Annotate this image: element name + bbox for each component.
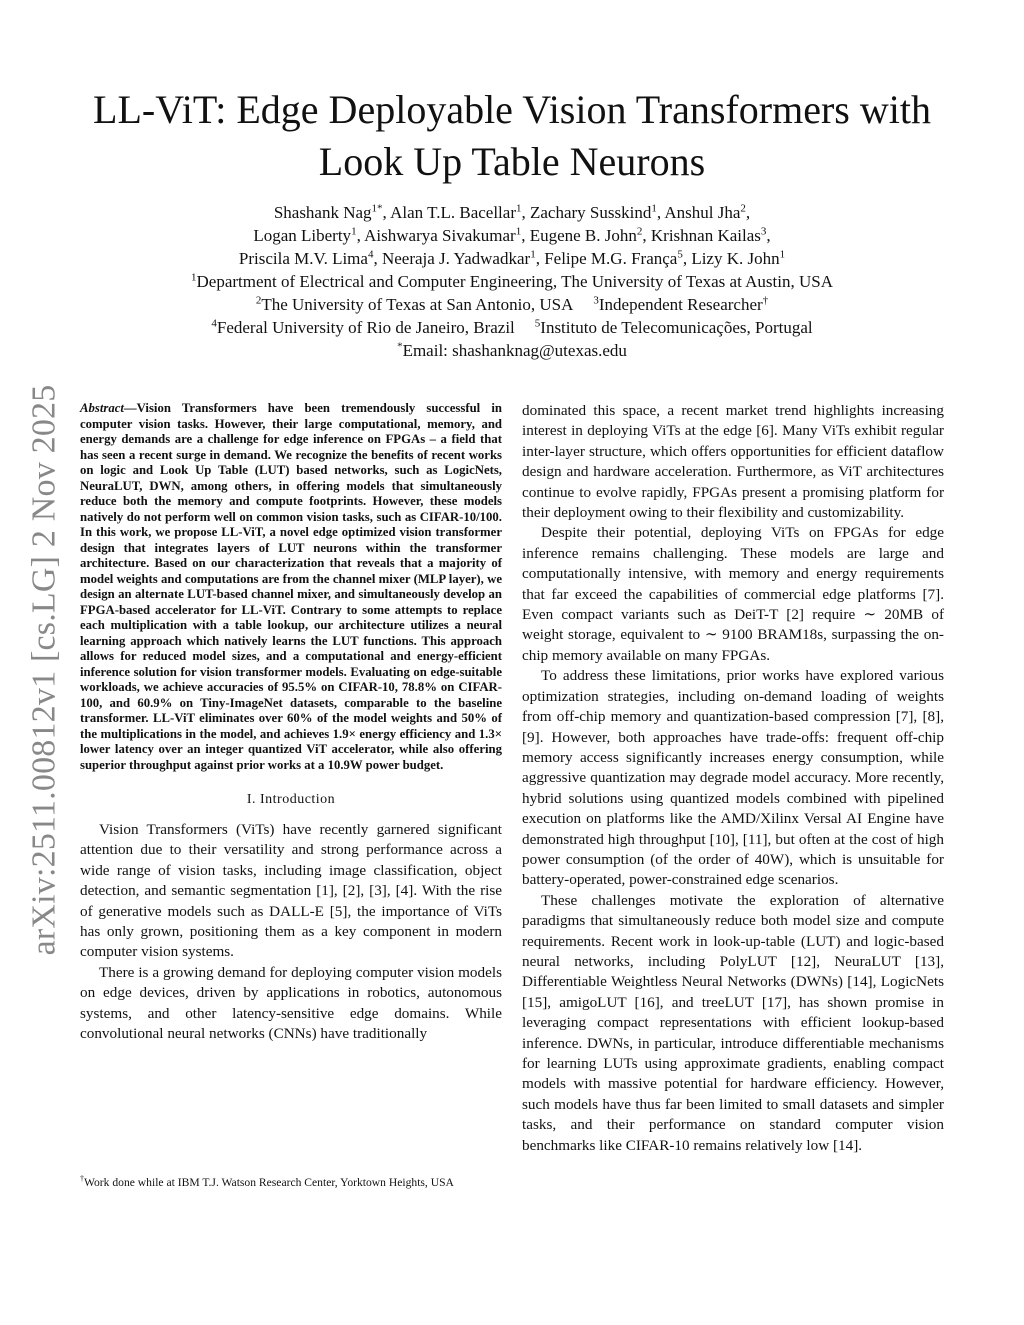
affiliation-number: 5 [534, 317, 541, 330]
author-separator: , [382, 203, 391, 222]
author-block [60, 201, 964, 362]
author-name: Logan Liberty [253, 226, 352, 245]
author-line-3 [60, 247, 964, 270]
author-separator: , [642, 226, 651, 245]
body-paragraph: dominated this space, a recent market trend highlights increasing interest in deploying ViTs at the edge [6]. Many ViTs exhibit regular inter-layer structure, which offers opportunities for efficient dataflow design and hardware acceleration. Furthermore, as ViT architectures continue to evolve rapidly, FPGAs present a promising platform for their deployment owing to their flexibility and customizability. [522, 402, 944, 522]
contact-email-line [60, 339, 964, 362]
affiliation-name: The University of Texas at San Antonio, USA [261, 295, 574, 314]
affiliation-line-3 [60, 316, 964, 339]
author-affiliation-mark: 1 [515, 225, 522, 238]
affiliation-name: Instituto de Telecomunicações, Portugal [540, 318, 813, 337]
arxiv-identifier-stamp [22, 376, 66, 964]
author-separator: , [656, 203, 665, 222]
affiliation-name: Federal University of Rio de Janeiro, Brazil [216, 318, 515, 337]
email-mark: * [397, 340, 403, 353]
author-name: Anshul Jha [664, 203, 741, 222]
affiliation-number: 3 [593, 294, 599, 307]
paper-title-line-2: Look Up Table Neurons [318, 139, 706, 184]
abstract-text: Vision Transformers have been tremendously successful in computer vision tasks. However, their large computational, memory, and energy demands are a challenge for edge inference on FPGAs – a field that has seen a recent surge in demand. We recognize the benefits of recent works on logic and Look Up Table (LUT) based networks, such as LogicNets, NeuraLUT, DWN, among others, in offering models that simultaneously reduce both the memory and compute footprints. However, these models natively do not perform well on common vision tasks, such as CIFAR-10/100. In this work, we propose LL-ViT, a novel edge optimized vision transformer design that integrates layers of LUT neurons within the transformer architecture. Based on our characterization that reveals that a majority of model weights and computations are from the channel mixer (MLP layer), we design an alternate LUT-based channel mixer, and simultaneously develop an FPGA-based accelerator for LL-ViT. Contrary to some attempts to replace each multiplication with a table lookup, our architecture utilizes a neural learning approach which natively learns the LUT functions. This approach allows for reduced model sizes, and a computational and energy-efficient inference solution for vision transformer models. Evaluating on edge-suitable workloads, we achieve accuracies of 95.5% on CIFAR-10, 78.8% on CIFAR-100, and 60.9% on Tiny-ImageNet datasets, comparable to the baseline transformer. LL-ViT eliminates over 60% of the model weights and 50% of the multiplications in the model, and achieves 1.9× energy efficiency and 1.3× lower latency over an integer quantized ViT accelerator, while also offering superior throughput against prior works at a 10.9W power budget. [80, 401, 502, 772]
paper-title-line-1: LL-ViT: Edge Deployable Vision Transformers with [93, 87, 931, 132]
author-line-1 [60, 201, 964, 224]
arxiv-identifier-text: arXiv:2511.00812v1 [cs.LG] 2 Nov 2025 [25, 384, 62, 956]
affiliation-name: Department of Electrical and Computer Engineering, The University of Texas at Austin, USA [196, 272, 833, 291]
author-name: Priscila M.V. Lima [238, 249, 368, 268]
abstract [80, 401, 502, 773]
section-heading-introduction: I. Introduction [246, 792, 336, 807]
footnote [80, 1171, 502, 1190]
author-separator: , [682, 249, 692, 268]
author-affiliation-mark: 1 [779, 248, 786, 261]
author-separator: , [373, 249, 382, 268]
body-paragraph: These challenges motivate the exploration of alternative paradigms that simultaneously reduce both model size and compute requirements. Recent work in look-up-table (LUT) and logic-based neural networks, including PolyLUT [12], NeuraLUT [13], Differentiable Weightless Neural Networks (DWNs) [14], LogicNets [15], amigoLUT [16], and treeLUT [17], has shown promise in leveraging compact representations with efficient lookup-based inference. DWNs, in particular, introduce differentiable mechanisms for learning LUTs using approximate gradients, enabling compact models with massive potential for hardware efficiency. However, such models have thus far been limited to small datasets and simpler tasks, and their performance on standard computer vision benchmarks like CIFAR-10 remains relatively low [14]. [522, 891, 944, 1154]
author-name: Alan T.L. Bacellar [390, 203, 516, 222]
affiliation-number: 1 [191, 271, 197, 284]
author-affiliation-mark: 1 [351, 225, 357, 238]
contact-email: Email: shashanknag@utexas.edu [402, 341, 627, 360]
body-paragraph: Vision Transformers (ViTs) have recently garnered significant attention due to their versatility and strong performance across a wide range of vision tasks, including image classification, object detection, and semantic segmentation [1], [2], [3], [4]. With the rise of generative models such as DALL-E [5], the importance of ViTs has only grown, positioning them as a key component in modern computer vision systems. [80, 821, 502, 961]
author-separator: , [356, 226, 365, 245]
footnote-mark: † [80, 1174, 84, 1183]
author-name: Eugene B. John [529, 226, 637, 245]
body-paragraph: There is a growing demand for deploying computer vision models on edge devices, driven by applications in robotics, autonomous systems, and other latency-sensitive edge domains. While convolutional neural networks (CNNs) have traditionally [80, 963, 502, 1043]
right-column [522, 401, 944, 1156]
paper-title [60, 84, 964, 188]
affiliation-line-1 [60, 270, 964, 293]
author-separator: , [766, 226, 771, 245]
author-name: Felipe M.G. França [544, 249, 678, 268]
author-affiliation-mark: 2 [740, 202, 746, 215]
author-affiliation-mark: 3 [760, 225, 767, 238]
affiliation-line-2 [60, 293, 964, 316]
author-name: Neeraja J. Yadwadkar [381, 249, 531, 268]
abstract-label: Abstract [80, 401, 124, 415]
author-separator: , [745, 203, 751, 222]
author-name: Krishnan Kailas [650, 226, 761, 245]
author-name: Lizy K. John [691, 249, 780, 268]
author-separator: , [521, 203, 530, 222]
author-affiliation-mark: 1 [515, 202, 522, 215]
author-name: Aishwarya Sivakumar [364, 226, 516, 245]
footnote-mark: † [762, 294, 769, 307]
author-affiliation-mark: 5 [677, 248, 683, 261]
left-column [80, 401, 502, 1044]
author-name: Shashank Nag [273, 203, 372, 222]
affiliation-name: Independent Researcher [598, 295, 763, 314]
footnote-text: Work done while at IBM T.J. Watson Research Center, Yorktown Heights, USA [84, 1175, 454, 1189]
author-affiliation-mark: 4 [367, 248, 374, 261]
affiliation-number: 2 [255, 294, 262, 307]
author-separator: , [521, 226, 530, 245]
body-paragraph: Despite their potential, deploying ViTs on FPGAs for edge inference remains challenging. These models are large and computationally intensive, with memory and energy requirements that far exceed the capabilities of commercial edge platforms [7]. Even compact variants such as DeiT-T [2] require ∼ 20MB of weight storage, equivalent to ∼ 9100 BRAM18s, surpassing the on-chip memory available on many FPGAs. [522, 524, 944, 664]
author-name: Zachary Susskind [529, 203, 652, 222]
abstract-dash: — [123, 401, 137, 415]
author-affiliation-mark: 1 [651, 202, 657, 215]
affiliation-number: 4 [211, 317, 217, 330]
author-affiliation-mark: 1* [371, 202, 383, 215]
author-line-2 [60, 224, 964, 247]
body-paragraph: To address these limitations, prior works have explored various optimization strategies, including on-demand loading of weights from off-chip memory and quantization-based compression [7], [8], [9]. However, both approaches have trade-offs: frequent off-chip memory access significantly increases energy consumption, while aggressive quantization may degrade model accuracy. More recently, hybrid solutions using quantized models combined with pipelined execution on platforms like the AMD/Xilinx Versal AI Engine have demonstrated high throughput [10], [11], but often at the cost of high power consumption (of the order of 40W), which is unsuitable for battery-operated, power-constrained edge scenarios. [522, 667, 944, 889]
author-affiliation-mark: 2 [636, 225, 643, 238]
author-separator: , [535, 249, 545, 268]
author-affiliation-mark: 1 [530, 248, 536, 261]
